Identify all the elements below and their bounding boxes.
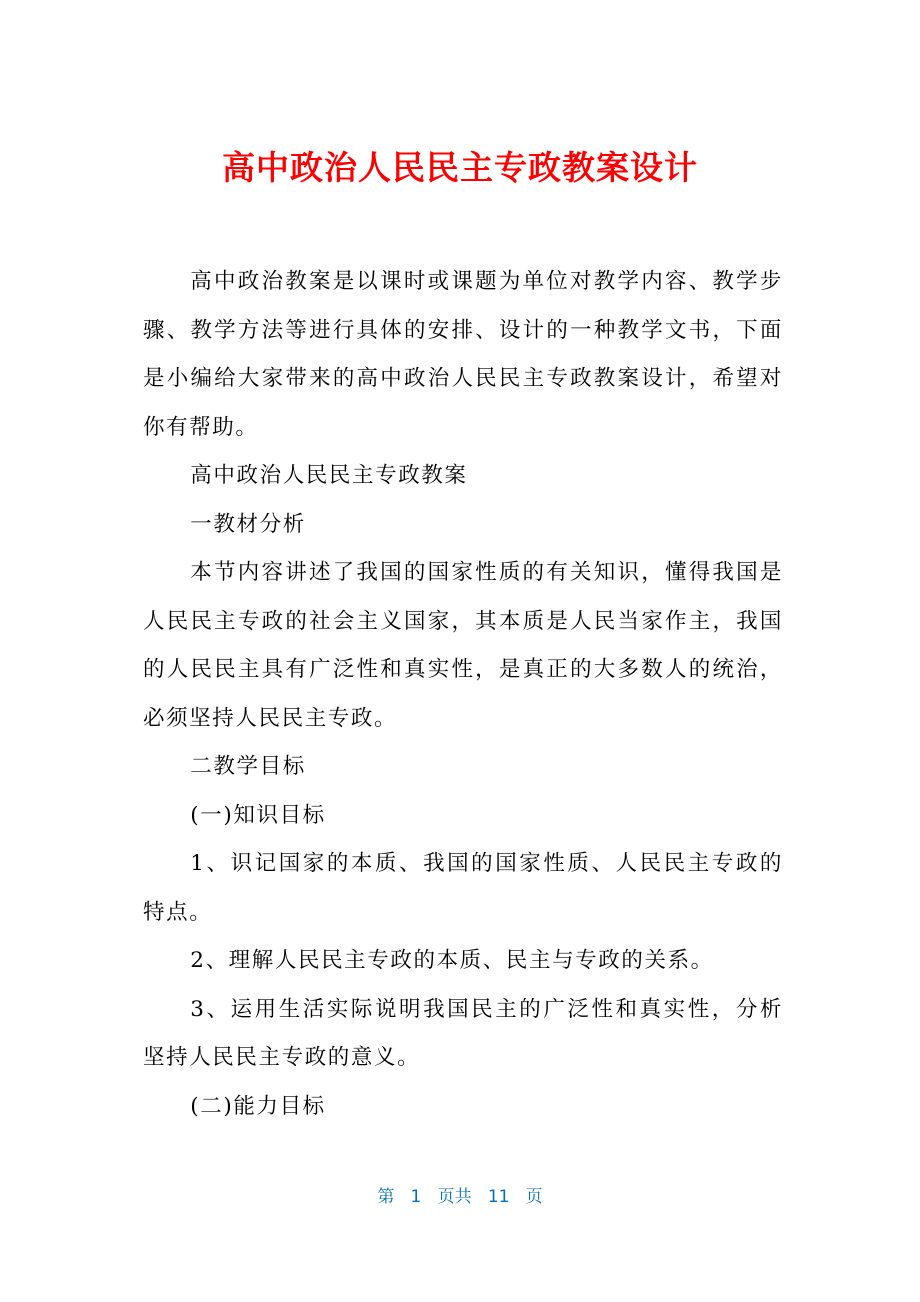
textbook-analysis-paragraph: 本节内容讲述了我国的国家性质的有关知识，懂得我国是人民民主专政的社会主义国家，其本质是人民当家作主，我国的人民民主具有广泛性和真实性，是真正的大多数人的统治，必须坚持人民民主专政。: [143, 560, 783, 731]
intro-paragraph: 高中政治教案是以课时或课题为单位对教学内容、教学步骤、教学方法等进行具体的安排、设计的一种教学文书，下面是小编给大家带来的高中政治人民民主专政教案设计，希望对你有帮助。: [143, 269, 783, 440]
knowledge-goal-item-3: 3、运用生活实际说明我国民主的广泛性和真实性，分析坚持人民民主专政的意义。: [143, 996, 783, 1070]
knowledge-goal-item-2: 2、理解人民民主专政的本质、民主与专政的关系。: [190, 948, 714, 973]
footer-prefix: 第: [377, 1187, 395, 1207]
section-heading-textbook-analysis: 一教材分析: [190, 511, 306, 537]
subheading-knowledge-goals: (一)知识目标: [190, 802, 326, 828]
footer-suffix: 页: [525, 1187, 543, 1207]
document-title: 高中政治人民民主专政教案设计: [222, 148, 698, 187]
page-footer: [0, 1184, 920, 1210]
lesson-plan-heading: 高中政治人民民主专政教案: [190, 463, 468, 488]
subheading-ability-goals: (二)能力目标: [190, 1093, 326, 1119]
knowledge-goal-item-1: 1、识记国家的本质、我国的国家性质、人民民主专政的特点。: [143, 851, 783, 925]
total-pages-number: 11: [487, 1187, 510, 1207]
footer-middle: 页共: [437, 1187, 472, 1207]
document-body: [143, 258, 783, 1131]
section-heading-teaching-goals: 二教学目标: [190, 754, 306, 779]
current-page-number: 1: [410, 1187, 422, 1207]
